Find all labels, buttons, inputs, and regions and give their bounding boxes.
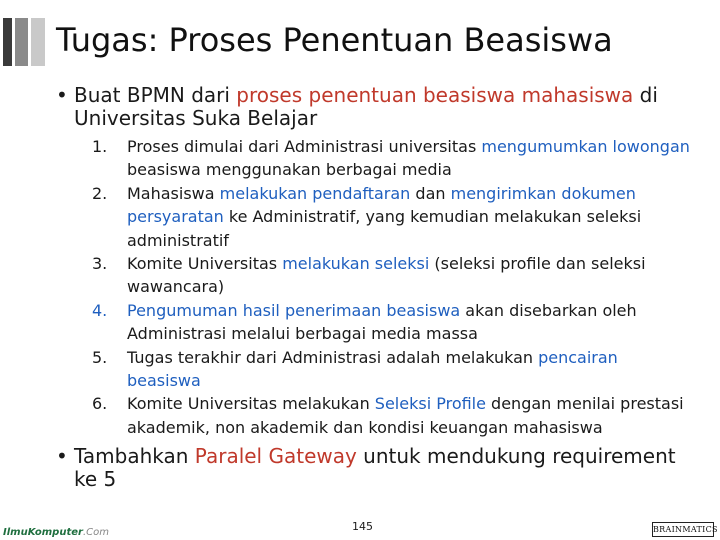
item-number: 1.: [92, 137, 108, 156]
item-number: 5.: [92, 347, 108, 367]
item-number: 2.: [92, 183, 108, 203]
slide-content: [0, 84, 720, 491]
bullet-highlight: Paralel Gateway: [194, 444, 357, 469]
bullet-bpmn-task: [0, 84, 720, 130]
requirements-list: [0, 135, 720, 439]
bullet-text: Buat BPMN dari: [74, 83, 237, 107]
list-item: [0, 182, 720, 252]
item-text: dengan menilai prestasi akademik, non akademik dan kondisi keuangan mahasiswa: [127, 394, 684, 437]
item-text: beasiswa menggunakan berbagai media: [127, 160, 452, 180]
brainmatics-logo: BRAINMATICS: [652, 522, 714, 537]
bullet-dot: •: [56, 444, 68, 469]
decoration-bar-dark: [3, 18, 12, 66]
item-highlight: melakukan pendaftaran: [219, 183, 411, 203]
item-number: 4.: [92, 300, 108, 320]
bullet-gateway-task: [0, 445, 720, 491]
decoration-bar-light: [31, 18, 45, 66]
item-highlight: melakukan seleksi: [282, 254, 430, 274]
page-number: 145: [352, 520, 373, 533]
list-item: [0, 135, 720, 182]
decoration-bar-mid: [15, 18, 28, 66]
item-highlight: mengirimkan dokumen persyaratan: [127, 183, 636, 227]
item-number: 3.: [92, 254, 108, 274]
slide-title: Tugas: Proses Penentuan Beasiswa: [56, 21, 613, 59]
item-text: Komite Universitas melakukan: [127, 394, 375, 414]
logo-main-text: IlmuKomputer: [3, 527, 83, 538]
bullet-text: untuk mendukung requirement ke 5: [74, 444, 676, 492]
item-text: akan disebarkan oleh Administrasi melalui berbagai media massa: [127, 300, 637, 344]
title-decoration: [3, 18, 47, 66]
item-highlight: mengumumkan lowongan: [481, 137, 690, 156]
bullet-highlight: proses penentuan beasiswa mahasiswa: [236, 83, 634, 107]
bullet-text: di Universitas Suka Belajar: [74, 83, 658, 130]
list-item: [0, 252, 720, 299]
item-highlight: Pengumuman hasil penerimaan beasiswa: [127, 300, 461, 320]
list-item: [0, 392, 720, 439]
list-item: [0, 346, 720, 393]
item-text: Mahasiswa: [127, 183, 220, 203]
ilmukomputer-logo: [3, 527, 109, 538]
item-text: Komite Universitas: [127, 254, 283, 274]
item-highlight: Seleksi Profile: [374, 394, 486, 414]
item-highlight: pencairan beasiswa: [127, 347, 618, 391]
bullet-dot: •: [56, 83, 68, 107]
item-text: dan: [410, 183, 451, 203]
item-text: ke Administratif, yang kemudian melakukan seleksi administratif: [127, 207, 642, 250]
list-item: [0, 299, 720, 346]
item-text: Proses dimulai dari Administrasi universitas: [127, 137, 482, 156]
item-text: Tugas terakhir dari Administrasi adalah melakukan: [127, 347, 539, 367]
item-number: 6.: [92, 394, 108, 414]
bullet-text: Tambahkan: [74, 444, 195, 469]
item-text: (seleksi profile dan seleksi wawancara): [127, 254, 646, 297]
logo-ext-text: .Com: [82, 527, 109, 538]
